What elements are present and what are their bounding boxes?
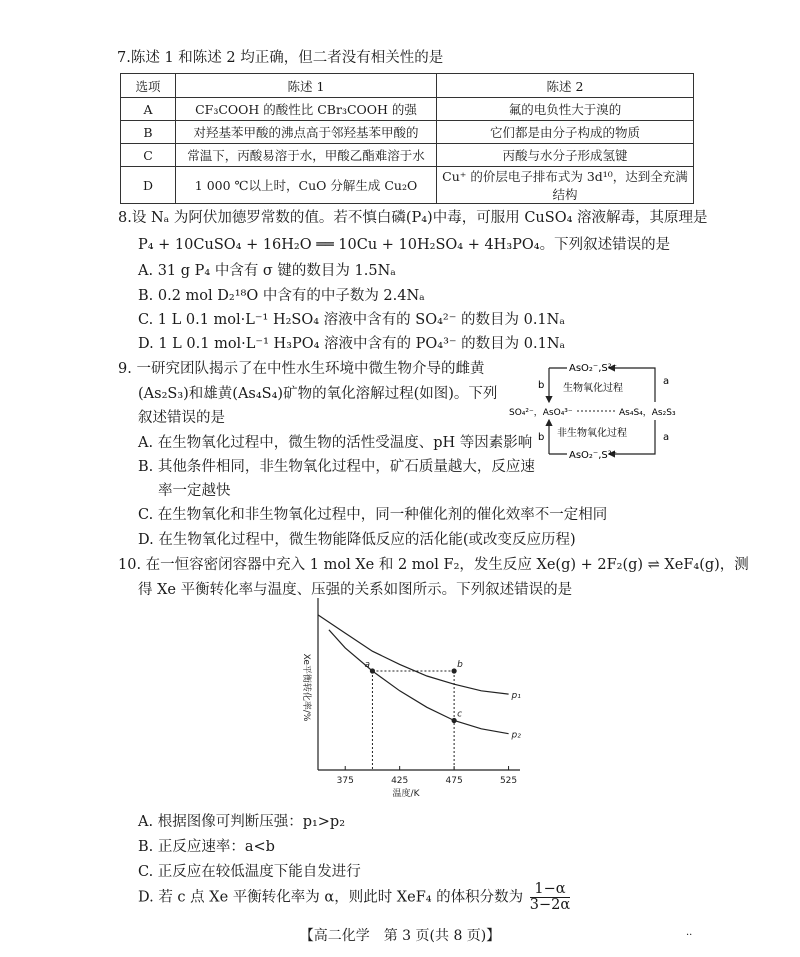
table-cell: 氟的电负性大于溴的 (437, 98, 694, 121)
q9-stem-line1: 9. 一研究团队揭示了在中性水生环境中微生物介导的雌黄 (118, 361, 485, 377)
q10-option-d (138, 882, 570, 913)
q9-diagram-svg (505, 354, 695, 464)
page-mark: ·· (686, 930, 693, 941)
point-b (452, 668, 457, 673)
fraction-denominator: 3−2α (529, 897, 571, 913)
table-header: 陈述 2 (437, 74, 694, 98)
x-tick-label: 475 (445, 776, 463, 786)
point-a (370, 668, 375, 673)
table-row (121, 144, 694, 167)
table-cell: A (121, 98, 176, 121)
table-header: 选项 (121, 74, 176, 98)
table-cell: 1 000 ℃以上时，CuO 分解生成 Cu₂O (176, 167, 437, 204)
diagram-top-species: AsO₂⁻,S²⁻ (569, 363, 618, 374)
diagram-nonbio-label: 非生物氧化过程 (557, 428, 627, 439)
series-label: p₂ (511, 730, 521, 741)
q10-option-b: B. 正反应速率：a<b (138, 839, 275, 855)
q10-stem-line2: 得 Xe 平衡转化率与温度、压强的关系如图所示。下列叙述错误的是 (138, 582, 573, 598)
q9-stem-line3: 叙述错误的是 (138, 410, 225, 426)
table-row (121, 98, 694, 121)
series-line-1 (318, 615, 509, 694)
diagram-left-species: SO₄²⁻，AsO₄³⁻ (509, 408, 573, 418)
q8-option-b: B. 0.2 mol D₂¹⁸O 中含有的中子数为 2.4Nₐ (138, 288, 425, 304)
q9-stem-line2: (As₂S₃)和雄黄(As₄S₄)矿物的氧化溶解过程(如图)。下列 (138, 386, 498, 402)
q10-option-c: C. 正反应在较低温度下能自发进行 (138, 864, 361, 880)
chart-ylabel: Xe平衡转化率/% (301, 653, 311, 722)
x-tick-label: 525 (499, 776, 518, 786)
q10-stem-line1: 10. 在一恒容密闭容器中充入 1 mol Xe 和 2 mol F₂，发生反应 Xe(g) + 2F₂(g) ⇌ XeF₄(g)，测 (118, 557, 749, 573)
q10-chart (290, 598, 530, 798)
q9-option-b-line1: B. 其他条件相同，非生物氧化过程中，矿石质量越大，反应速 (138, 459, 535, 475)
diagram-arrow-a-top: a (663, 376, 670, 387)
series-line-2 (329, 630, 509, 734)
page-footer: 【高二化学 第 3 页(共 8 页)】 (299, 928, 501, 944)
table-cell: 丙酸与水分子形成氢键 (437, 144, 694, 167)
chart-series (318, 615, 521, 741)
q10-option-d-text: D. 若 c 点 Xe 平衡转化率为 α，则此时 XeF₄ 的体积分数为 (138, 889, 524, 906)
q10-chart-svg (290, 598, 530, 798)
q7-options-table (120, 73, 694, 204)
table-cell: CF₃COOH 的酸性比 CBr₃COOH 的强 (176, 98, 437, 121)
q8-option-a: A. 31 g P₄ 中含有 σ 键的数目为 1.5Nₐ (138, 263, 396, 279)
q9-diagram (505, 354, 695, 464)
table-cell: 对羟基苯甲酸的沸点高于邻羟基苯甲酸的 (176, 121, 437, 144)
q8-stem-line1: 8.设 Nₐ 为阿伏加德罗常数的值。若不慎白磷(P₄)中毒，可服用 CuSO₄ 溶液解毒，其原理是 (118, 210, 708, 226)
table-cell: 它们都是由分子构成的物质 (437, 121, 694, 144)
q9-option-a: A. 在生物氧化过程中，微生物的活性受温度、pH 等因素影响 (138, 435, 533, 451)
table-cell: Cu⁺ 的价层电子排布式为 3d¹⁰，达到全充满结构 (437, 167, 694, 204)
point-c (452, 718, 457, 723)
q9-option-b-line2: 率一定越快 (158, 483, 231, 499)
series-label: p₁ (511, 691, 521, 702)
point-label: b (457, 660, 463, 670)
diagram-arrow-a-bottom: a (663, 432, 670, 443)
table-cell: D (121, 167, 176, 204)
q10-option-d-fraction (530, 882, 570, 913)
q8-stem-line2: P₄ + 10CuSO₄ + 16H₂O ══ 10Cu + 10H₂SO₄ + 4H₃PO₄。下列叙述错误的是 (138, 237, 671, 253)
q10-option-a: A. 根据图像可判断压强：p₁>p₂ (138, 814, 346, 830)
table-row (121, 121, 694, 144)
table-cell: B (121, 121, 176, 144)
q8-option-c: C. 1 L 0.1 mol·L⁻¹ H₂SO₄ 溶液中含有的 SO₄²⁻ 的数目为 0.1Nₐ (138, 312, 565, 328)
table-row (121, 167, 694, 204)
diagram-arrow-b-top: b (538, 380, 545, 391)
point-label: c (457, 709, 463, 720)
chart-xlabel: 温度/K (392, 789, 420, 798)
q9-option-d: D. 在生物氧化过程中，微生物能降低反应的活化能(或改变反应历程) (138, 532, 576, 548)
q9-option-c: C. 在生物氧化和非生物氧化过程中，同一种催化剂的催化效率不一定相同 (138, 507, 608, 523)
fraction-numerator: 1−α (530, 882, 570, 898)
table-cell: C (121, 144, 176, 167)
diagram-arrow-b-bottom: b (538, 432, 545, 443)
diagram-bottom-species: AsO₂⁻,S²⁻ (569, 450, 618, 461)
table-header-row (121, 74, 694, 98)
x-tick-label: 375 (336, 776, 354, 786)
point-label: a (364, 660, 370, 670)
table-header: 陈述 1 (176, 74, 437, 98)
q7-stem: 7.陈述 1 和陈述 2 均正确，但二者没有相关性的是 (117, 50, 444, 66)
diagram-bio-label: 生物氧化过程 (563, 383, 623, 394)
diagram-right-species: As₄S₄，As₂S₃ (619, 408, 676, 418)
x-tick-label: 425 (391, 776, 409, 786)
table-cell: 常温下，丙酸易溶于水，甲酸乙酯难溶于水 (176, 144, 437, 167)
q8-option-d: D. 1 L 0.1 mol·L⁻¹ H₃PO₄ 溶液中含有的 PO₄³⁻ 的数目为 0.1Nₐ (138, 336, 566, 352)
